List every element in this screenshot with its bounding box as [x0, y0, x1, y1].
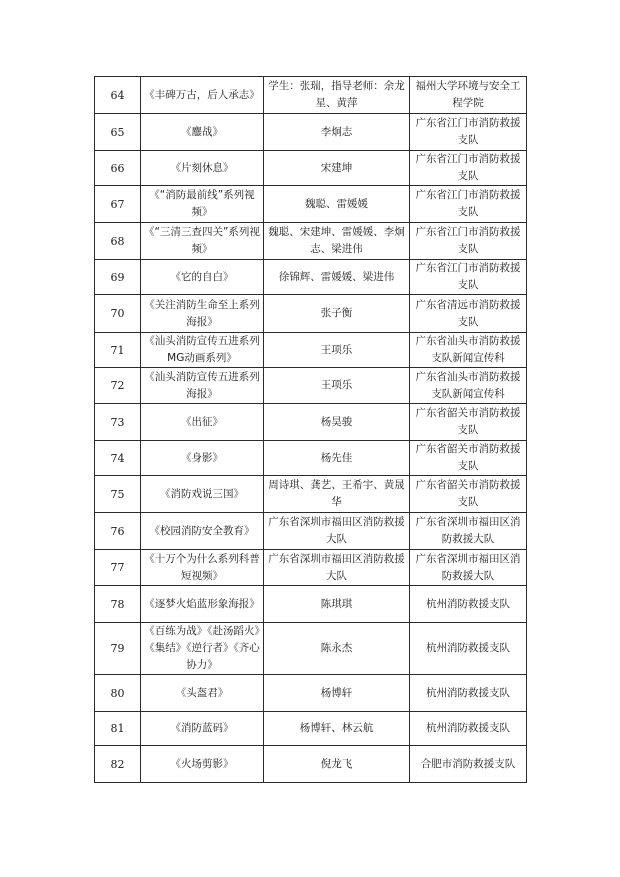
table-row	[95, 151, 527, 186]
work-title-cell: 《火场剪影》	[141, 746, 264, 783]
table-row	[95, 333, 527, 368]
row-number-cell: 67	[95, 186, 141, 223]
author-cell: 宋建坤	[264, 151, 410, 186]
row-number-cell: 77	[95, 550, 141, 586]
row-number-cell: 80	[95, 675, 141, 712]
row-number-cell: 64	[95, 77, 141, 114]
unit-cell: 广东省江门市消防救援支队	[410, 151, 527, 186]
author-cell: 徐锦辉、雷媛媛、梁进伟	[264, 260, 410, 295]
unit-cell: 广东省深圳市福田区消防救援大队	[410, 513, 527, 550]
author-cell: 杨博轩	[264, 675, 410, 712]
unit-cell: 广东省韶关市消防救援支队	[410, 404, 527, 441]
row-number-cell: 78	[95, 586, 141, 623]
row-number-cell: 71	[95, 333, 141, 368]
table-row	[95, 746, 527, 783]
unit-cell: 广东省深圳市福田区消防救援大队	[410, 550, 527, 586]
table-row	[95, 550, 527, 586]
table-row	[95, 586, 527, 623]
unit-cell: 广东省江门市消防救援支队	[410, 114, 527, 151]
table-row	[95, 623, 527, 675]
unit-cell: 杭州消防救援支队	[410, 675, 527, 712]
unit-cell: 广东省江门市消防救援支队	[410, 223, 527, 260]
work-title-cell: 《消防戏说三国》	[141, 476, 264, 513]
work-title-cell: 《丰碑万古，后人承志》	[141, 77, 264, 114]
work-title-cell: 《头盔君》	[141, 675, 264, 712]
work-title-cell: 《汕头消防宣传五进系列海报》	[141, 368, 264, 404]
work-title-cell: 《出征》	[141, 404, 264, 441]
work-title-cell: 《关注消防生命至上系列海报》	[141, 295, 264, 333]
unit-cell: 广东省清远市消防救援支队	[410, 295, 527, 333]
table-row	[95, 476, 527, 513]
author-cell: 张子衡	[264, 295, 410, 333]
row-number-cell: 65	[95, 114, 141, 151]
author-cell: 陈永杰	[264, 623, 410, 675]
work-title-cell: 《百练为战》《赴汤蹈火》《集结》《逆行者》《齐心协力》	[141, 623, 264, 675]
author-cell: 倪龙飞	[264, 746, 410, 783]
work-title-cell: 《鏖战》	[141, 114, 264, 151]
author-cell: 杨博轩、林云航	[264, 712, 410, 746]
unit-cell: 福州大学环境与安全工程学院	[410, 77, 527, 114]
work-title-cell: 《消防蓝码》	[141, 712, 264, 746]
table-row	[95, 675, 527, 712]
unit-cell: 杭州消防救援支队	[410, 586, 527, 623]
author-cell: 广东省深圳市福田区消防救援大队	[264, 550, 410, 586]
unit-cell: 广东省江门市消防救援支队	[410, 186, 527, 223]
table-row	[95, 368, 527, 404]
row-number-cell: 76	[95, 513, 141, 550]
unit-cell: 杭州消防救援支队	[410, 712, 527, 746]
row-number-cell: 82	[95, 746, 141, 783]
work-title-cell: 《身影》	[141, 441, 264, 476]
work-title-cell: 《逐梦火焰蓝形象海报》	[141, 586, 264, 623]
table-row	[95, 77, 527, 114]
unit-cell: 广东省汕头市消防救援支队新闻宣传科	[410, 333, 527, 368]
author-cell: 杨昊骏	[264, 404, 410, 441]
author-cell: 广东省深圳市福田区消防救援大队	[264, 513, 410, 550]
table-row	[95, 712, 527, 746]
unit-cell: 广东省韶关市消防救援支队	[410, 476, 527, 513]
unit-cell: 杭州消防救援支队	[410, 623, 527, 675]
unit-cell: 广东省汕头市消防救援支队新闻宣传科	[410, 368, 527, 404]
work-title-cell: 《片刻休息》	[141, 151, 264, 186]
table-row	[95, 404, 527, 441]
row-number-cell: 75	[95, 476, 141, 513]
table-row	[95, 114, 527, 151]
author-cell: 王项乐	[264, 333, 410, 368]
row-number-cell: 81	[95, 712, 141, 746]
row-number-cell: 68	[95, 223, 141, 260]
unit-cell: 广东省韶关市消防救援支队	[410, 441, 527, 476]
author-cell: 杨先佳	[264, 441, 410, 476]
author-cell: 陈琪琪	[264, 586, 410, 623]
author-cell: 学生：张瑞，指导老师：余龙星、黄萍	[264, 77, 410, 114]
unit-cell: 广东省江门市消防救援支队	[410, 260, 527, 295]
row-number-cell: 73	[95, 404, 141, 441]
author-cell: 魏聪、宋建坤、雷媛媛、李炯志、梁进伟	[264, 223, 410, 260]
table-row	[95, 513, 527, 550]
table-row	[95, 441, 527, 476]
row-number-cell: 74	[95, 441, 141, 476]
table-body	[95, 77, 527, 783]
author-cell: 王项乐	[264, 368, 410, 404]
work-title-cell: 《“三清三查四关”系列视频》	[141, 223, 264, 260]
work-title-cell: 《它的自白》	[141, 260, 264, 295]
work-title-cell: 《十万个为什么系列科普短视频》	[141, 550, 264, 586]
work-title-cell: 《汕头消防宣传五进系列MG动画系列》	[141, 333, 264, 368]
author-cell: 周诗琪、龚艺、王希宇、黄晟华	[264, 476, 410, 513]
table-row	[95, 223, 527, 260]
row-number-cell: 69	[95, 260, 141, 295]
author-cell: 魏聪、雷媛媛	[264, 186, 410, 223]
author-cell: 李炯志	[264, 114, 410, 151]
unit-cell: 合肥市消防救援支队	[410, 746, 527, 783]
row-number-cell: 79	[95, 623, 141, 675]
work-title-cell: 《校园消防安全教育》	[141, 513, 264, 550]
row-number-cell: 70	[95, 295, 141, 333]
work-title-cell: 《“消防最前线”系列视频》	[141, 186, 264, 223]
row-number-cell: 66	[95, 151, 141, 186]
awards-table	[94, 76, 527, 783]
row-number-cell: 72	[95, 368, 141, 404]
table-row	[95, 186, 527, 223]
table-row	[95, 295, 527, 333]
table-row	[95, 260, 527, 295]
